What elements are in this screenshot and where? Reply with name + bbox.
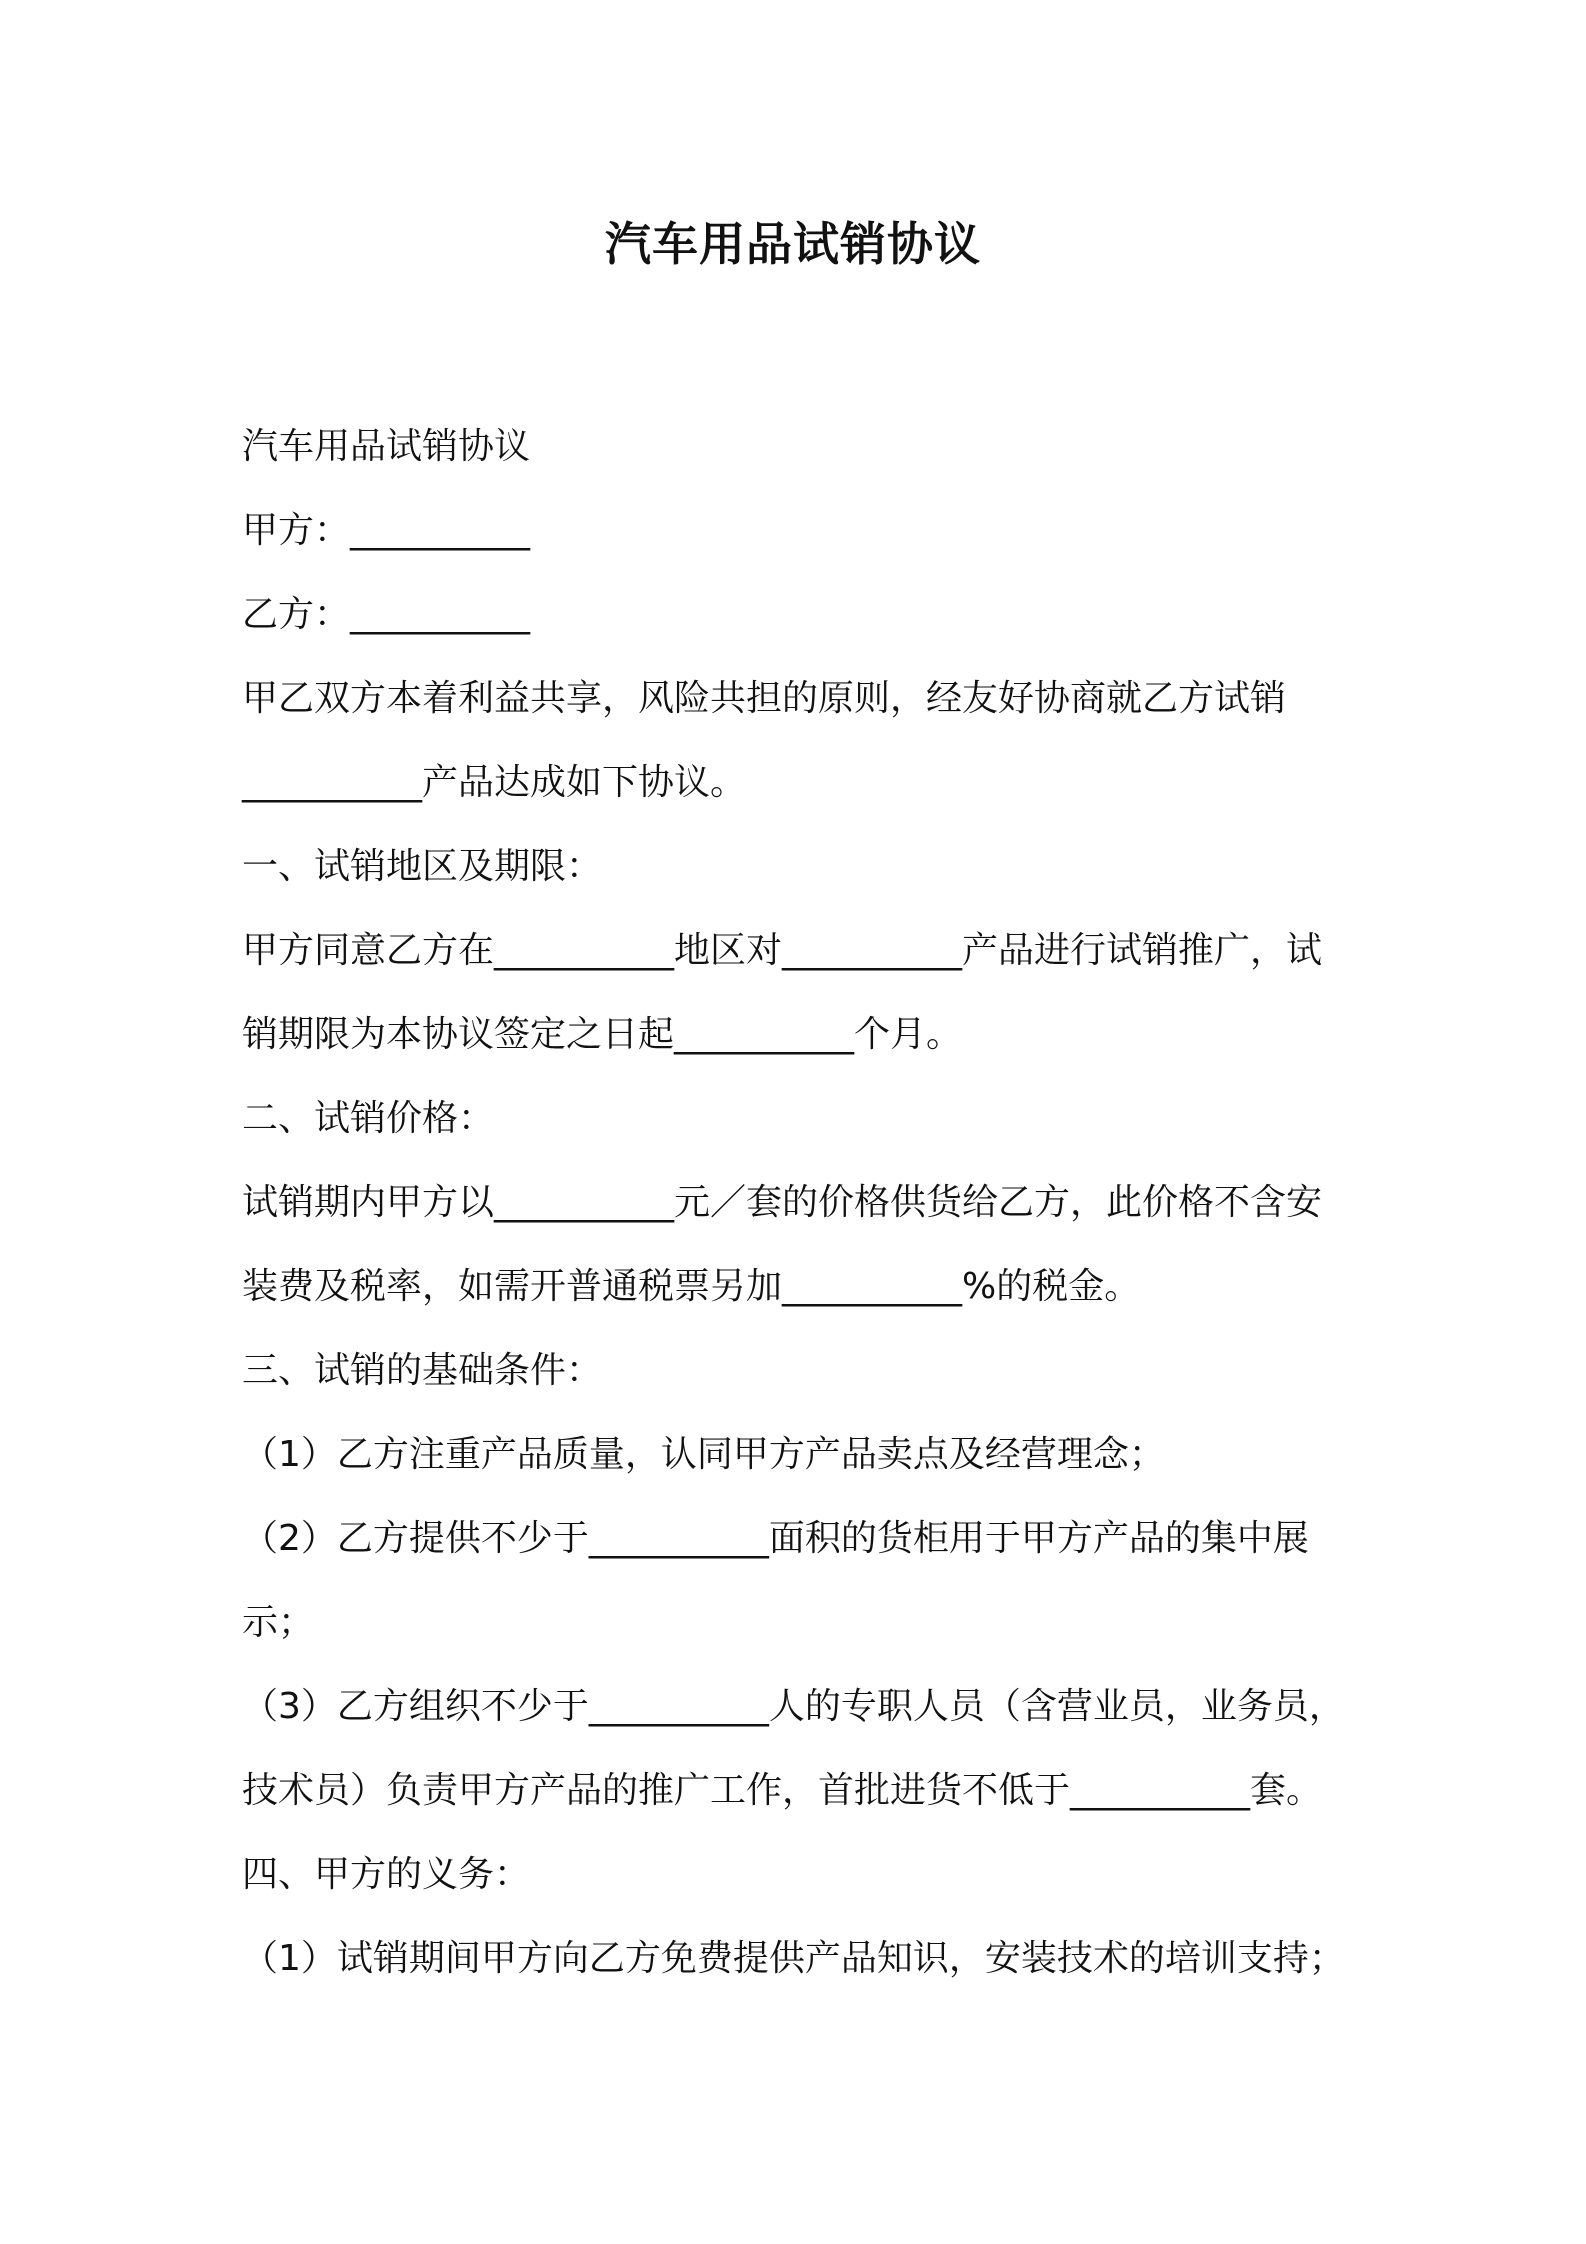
body-line-party-b: 乙方：__________ xyxy=(242,594,531,635)
document-title: 汽车用品试销协议 xyxy=(605,217,981,271)
section-heading-3: 三、试销的基础条件： xyxy=(242,1350,603,1391)
body-line-preamble-1: 甲乙双方本着利益共享，风险共担的原则，经友好协商就乙方试销 xyxy=(242,678,1287,719)
section-heading-4: 四、甲方的义务： xyxy=(242,1854,531,1895)
body-line-condition-1: （1）乙方注重产品质量，认同甲方产品卖点及经营理念； xyxy=(242,1434,1165,1475)
section-heading-1: 一、试销地区及期限： xyxy=(242,846,603,887)
body-line-subtitle: 汽车用品试销协议 xyxy=(242,426,531,467)
body-line-region-1: 甲方同意乙方在__________地区对__________产品进行试销推广，试 xyxy=(242,930,1323,971)
body-line-condition-2b: 示； xyxy=(242,1602,315,1643)
body-line-price-1: 试销期内甲方以__________元／套的价格供货给乙方，此价格不含安 xyxy=(242,1182,1323,1223)
body-line-condition-2a: （2）乙方提供不少于__________面积的货柜用于甲方产品的集中展 xyxy=(242,1518,1309,1559)
body-line-price-2: 装费及税率，如需开普通税票另加__________%的税金。 xyxy=(242,1266,1141,1307)
body-line-obligation-1: （1）试销期间甲方向乙方免费提供产品知识，安装技术的培训支持； xyxy=(242,1938,1345,1979)
body-line-preamble-2: __________产品达成如下协议。 xyxy=(242,762,747,803)
body-line-condition-3b: 技术员）负责甲方产品的推广工作，首批进货不低于__________套。 xyxy=(242,1770,1323,1811)
body-line-condition-3a: （3）乙方组织不少于__________人的专职人员（含营业员，业务员， xyxy=(242,1686,1345,1727)
section-heading-2: 二、试销价格： xyxy=(242,1098,495,1139)
body-line-region-2: 销期限为本协议签定之日起__________个月。 xyxy=(242,1014,963,1055)
body-line-party-a: 甲方：__________ xyxy=(242,510,531,551)
document-body xyxy=(242,405,1362,2001)
